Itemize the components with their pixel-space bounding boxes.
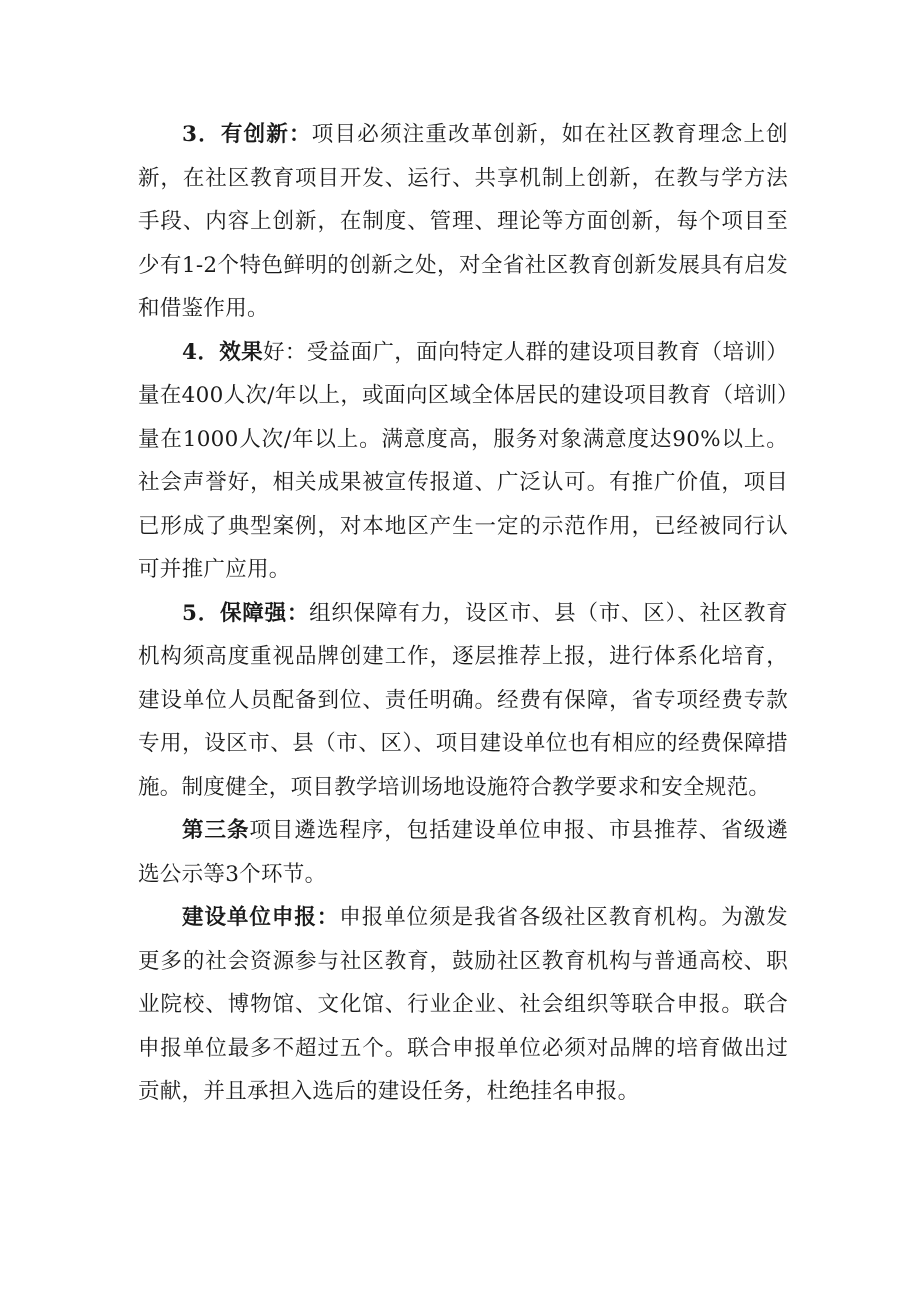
paragraph-unit-application: [138, 896, 788, 1114]
paragraph-lead: 第三条: [182, 818, 250, 843]
document-body: [138, 113, 788, 1114]
paragraph-text: 好：受益面广，面向特定人群的建设项目教育（培训）量在400人次/年以上，或面向区域全体居民的建设项目教育（培训）量在1000人次/年以上。满意度高，服务对象满意度达90%以上。社会声誉好，相关成果被宣传报道、广泛认可。有推广价值，项目已形成了典型案例，对本地区产生一定的示范作用，已经被同行认可并推广应用。: [138, 339, 788, 582]
paragraph-text: 项目遴选程序，包括建设单位申报、市县推荐、省级遴选公示等3个环节。: [138, 818, 789, 887]
paragraph-text: 组织保障有力，设区市、县（市、区）、社区教育机构须高度重视品牌创建工作，逐层推荐上报，进行体系化培育，建设单位人员配备到位、责任明确。经费有保障，省专项经费专款专用，设区市、县（市、区）、项目建设单位也有相应的经费保障措施。制度健全，项目教学培训场地设施符合教学要求和安全规范。: [138, 600, 788, 800]
paragraph-effect: [138, 331, 788, 592]
paragraph-text: 申报单位须是我省各级社区教育机构。为激发更多的社会资源参与社区教育，鼓励社区教育机构与普通高校、职业院校、博物馆、文化馆、行业企业、社会组织等联合申报。联合申报单位最多不超过五个。联合申报单位必须对品牌的培育做出过贡献，并且承担入选后的建设任务，杜绝挂名申报。: [138, 905, 788, 1104]
paragraph-article-three: [138, 809, 788, 896]
paragraph-guarantee: [138, 592, 788, 810]
paragraph-lead: 5．保障强：: [182, 600, 310, 626]
paragraph-lead: 建设单位申报：: [182, 905, 340, 930]
paragraph-lead: 4．效果: [182, 339, 263, 365]
paragraph-innovation: [138, 113, 788, 331]
paragraph-text: 项目必须注重改革创新，如在社区教育理念上创新，在社区教育项目开发、运行、共享机制上创新，在教与学方法手段、内容上创新，在制度、管理、理论等方面创新，每个项目至少有1-2个特色鲜明的创新之处，对全省社区教育创新发展具有启发和借鉴作用。: [138, 122, 788, 321]
paragraph-lead: 3．有创新：: [182, 122, 312, 147]
